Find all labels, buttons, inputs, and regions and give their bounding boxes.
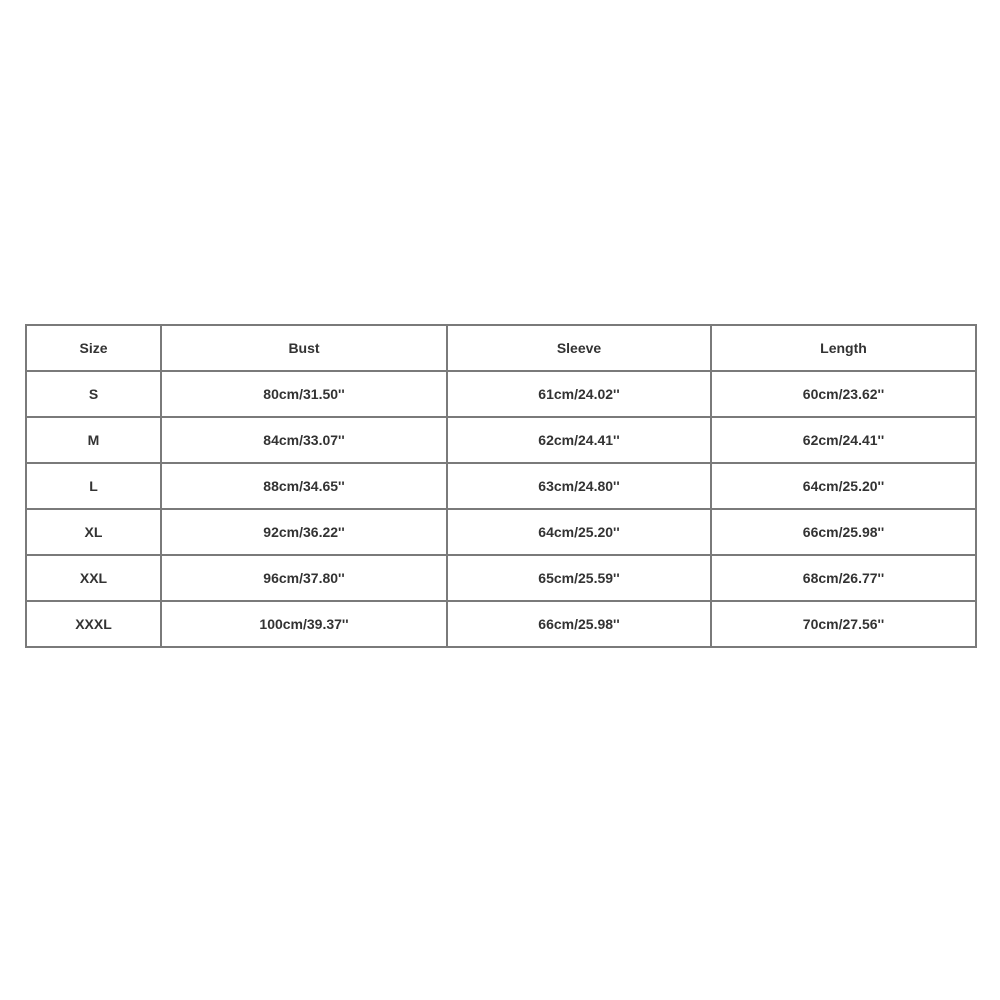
sleeve-cell: 66cm/25.98'' — [447, 601, 711, 647]
bust-cell: 88cm/34.65'' — [161, 463, 447, 509]
header-length: Length — [711, 325, 976, 371]
sleeve-cell: 62cm/24.41'' — [447, 417, 711, 463]
size-chart-table — [25, 324, 977, 648]
length-cell: 68cm/26.77'' — [711, 555, 976, 601]
bust-cell: 96cm/37.80'' — [161, 555, 447, 601]
table-row — [26, 463, 976, 509]
sleeve-cell: 64cm/25.20'' — [447, 509, 711, 555]
length-cell: 70cm/27.56'' — [711, 601, 976, 647]
bust-cell: 84cm/33.07'' — [161, 417, 447, 463]
size-cell: L — [26, 463, 161, 509]
table-row — [26, 509, 976, 555]
length-cell: 64cm/25.20'' — [711, 463, 976, 509]
size-cell: S — [26, 371, 161, 417]
length-cell: 66cm/25.98'' — [711, 509, 976, 555]
header-sleeve: Sleeve — [447, 325, 711, 371]
sleeve-cell: 65cm/25.59'' — [447, 555, 711, 601]
length-cell: 60cm/23.62'' — [711, 371, 976, 417]
length-cell: 62cm/24.41'' — [711, 417, 976, 463]
size-cell: XXL — [26, 555, 161, 601]
table-row — [26, 555, 976, 601]
header-size: Size — [26, 325, 161, 371]
table-row — [26, 417, 976, 463]
bust-cell: 92cm/36.22'' — [161, 509, 447, 555]
sleeve-cell: 61cm/24.02'' — [447, 371, 711, 417]
table-row — [26, 371, 976, 417]
header-row — [26, 325, 976, 371]
sleeve-cell: 63cm/24.80'' — [447, 463, 711, 509]
bust-cell: 80cm/31.50'' — [161, 371, 447, 417]
size-cell: XXXL — [26, 601, 161, 647]
size-cell: M — [26, 417, 161, 463]
bust-cell: 100cm/39.37'' — [161, 601, 447, 647]
size-cell: XL — [26, 509, 161, 555]
table-row — [26, 601, 976, 647]
header-bust: Bust — [161, 325, 447, 371]
